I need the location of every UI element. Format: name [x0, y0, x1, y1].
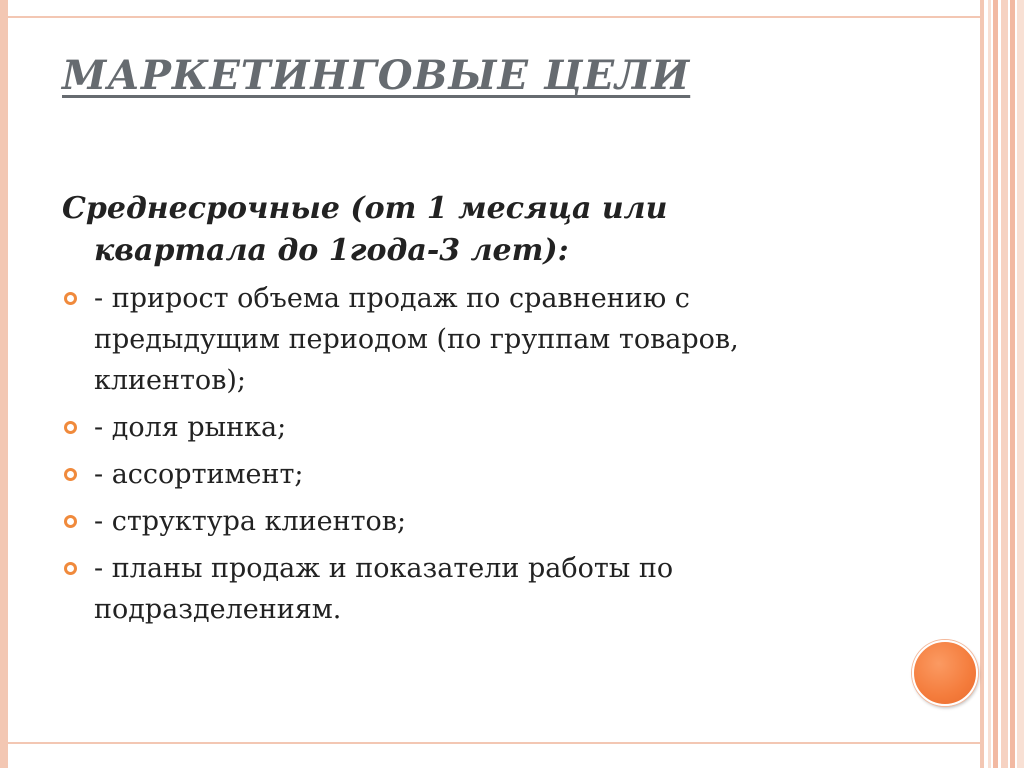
frame-left-bar [0, 0, 8, 768]
frame-top-line [8, 16, 984, 18]
frame-right-stripes [988, 0, 1024, 768]
subheading-line-1: Среднесрочные (от 1 месяца или [62, 191, 668, 226]
subheading-line-2: квартала до 1года-3 лет): [94, 233, 569, 268]
subheading [62, 188, 782, 272]
frame-inner-right-line [980, 0, 984, 768]
bullet-text: - ассортимент; [94, 459, 304, 490]
bullet-item [62, 407, 882, 448]
frame-bottom-line [8, 742, 984, 744]
bullet-text: - структура клиентов; [94, 506, 407, 537]
bullet-item [62, 454, 882, 495]
ring-bullet-icon [64, 421, 77, 434]
bullet-text: - планы продаж и показатели работы по подразделениям. [94, 553, 674, 625]
ring-bullet-icon [64, 562, 77, 575]
ring-bullet-icon [64, 515, 77, 528]
bullet-item [62, 501, 882, 542]
ring-bullet-icon [64, 468, 77, 481]
slide-title: МАРКЕТИНГОВЫЕ ЦЕЛИ [62, 52, 691, 99]
bullet-text: - доля рынка; [94, 412, 287, 443]
bullet-text: - прирост объема продаж по сравнению с предыдущим периодом (по группам товаров, клиентов); [94, 283, 739, 396]
bullet-list [62, 278, 882, 636]
orange-circle-icon [912, 640, 978, 706]
ring-bullet-icon [64, 292, 77, 305]
bullet-item [62, 278, 882, 401]
bullet-item [62, 548, 882, 630]
